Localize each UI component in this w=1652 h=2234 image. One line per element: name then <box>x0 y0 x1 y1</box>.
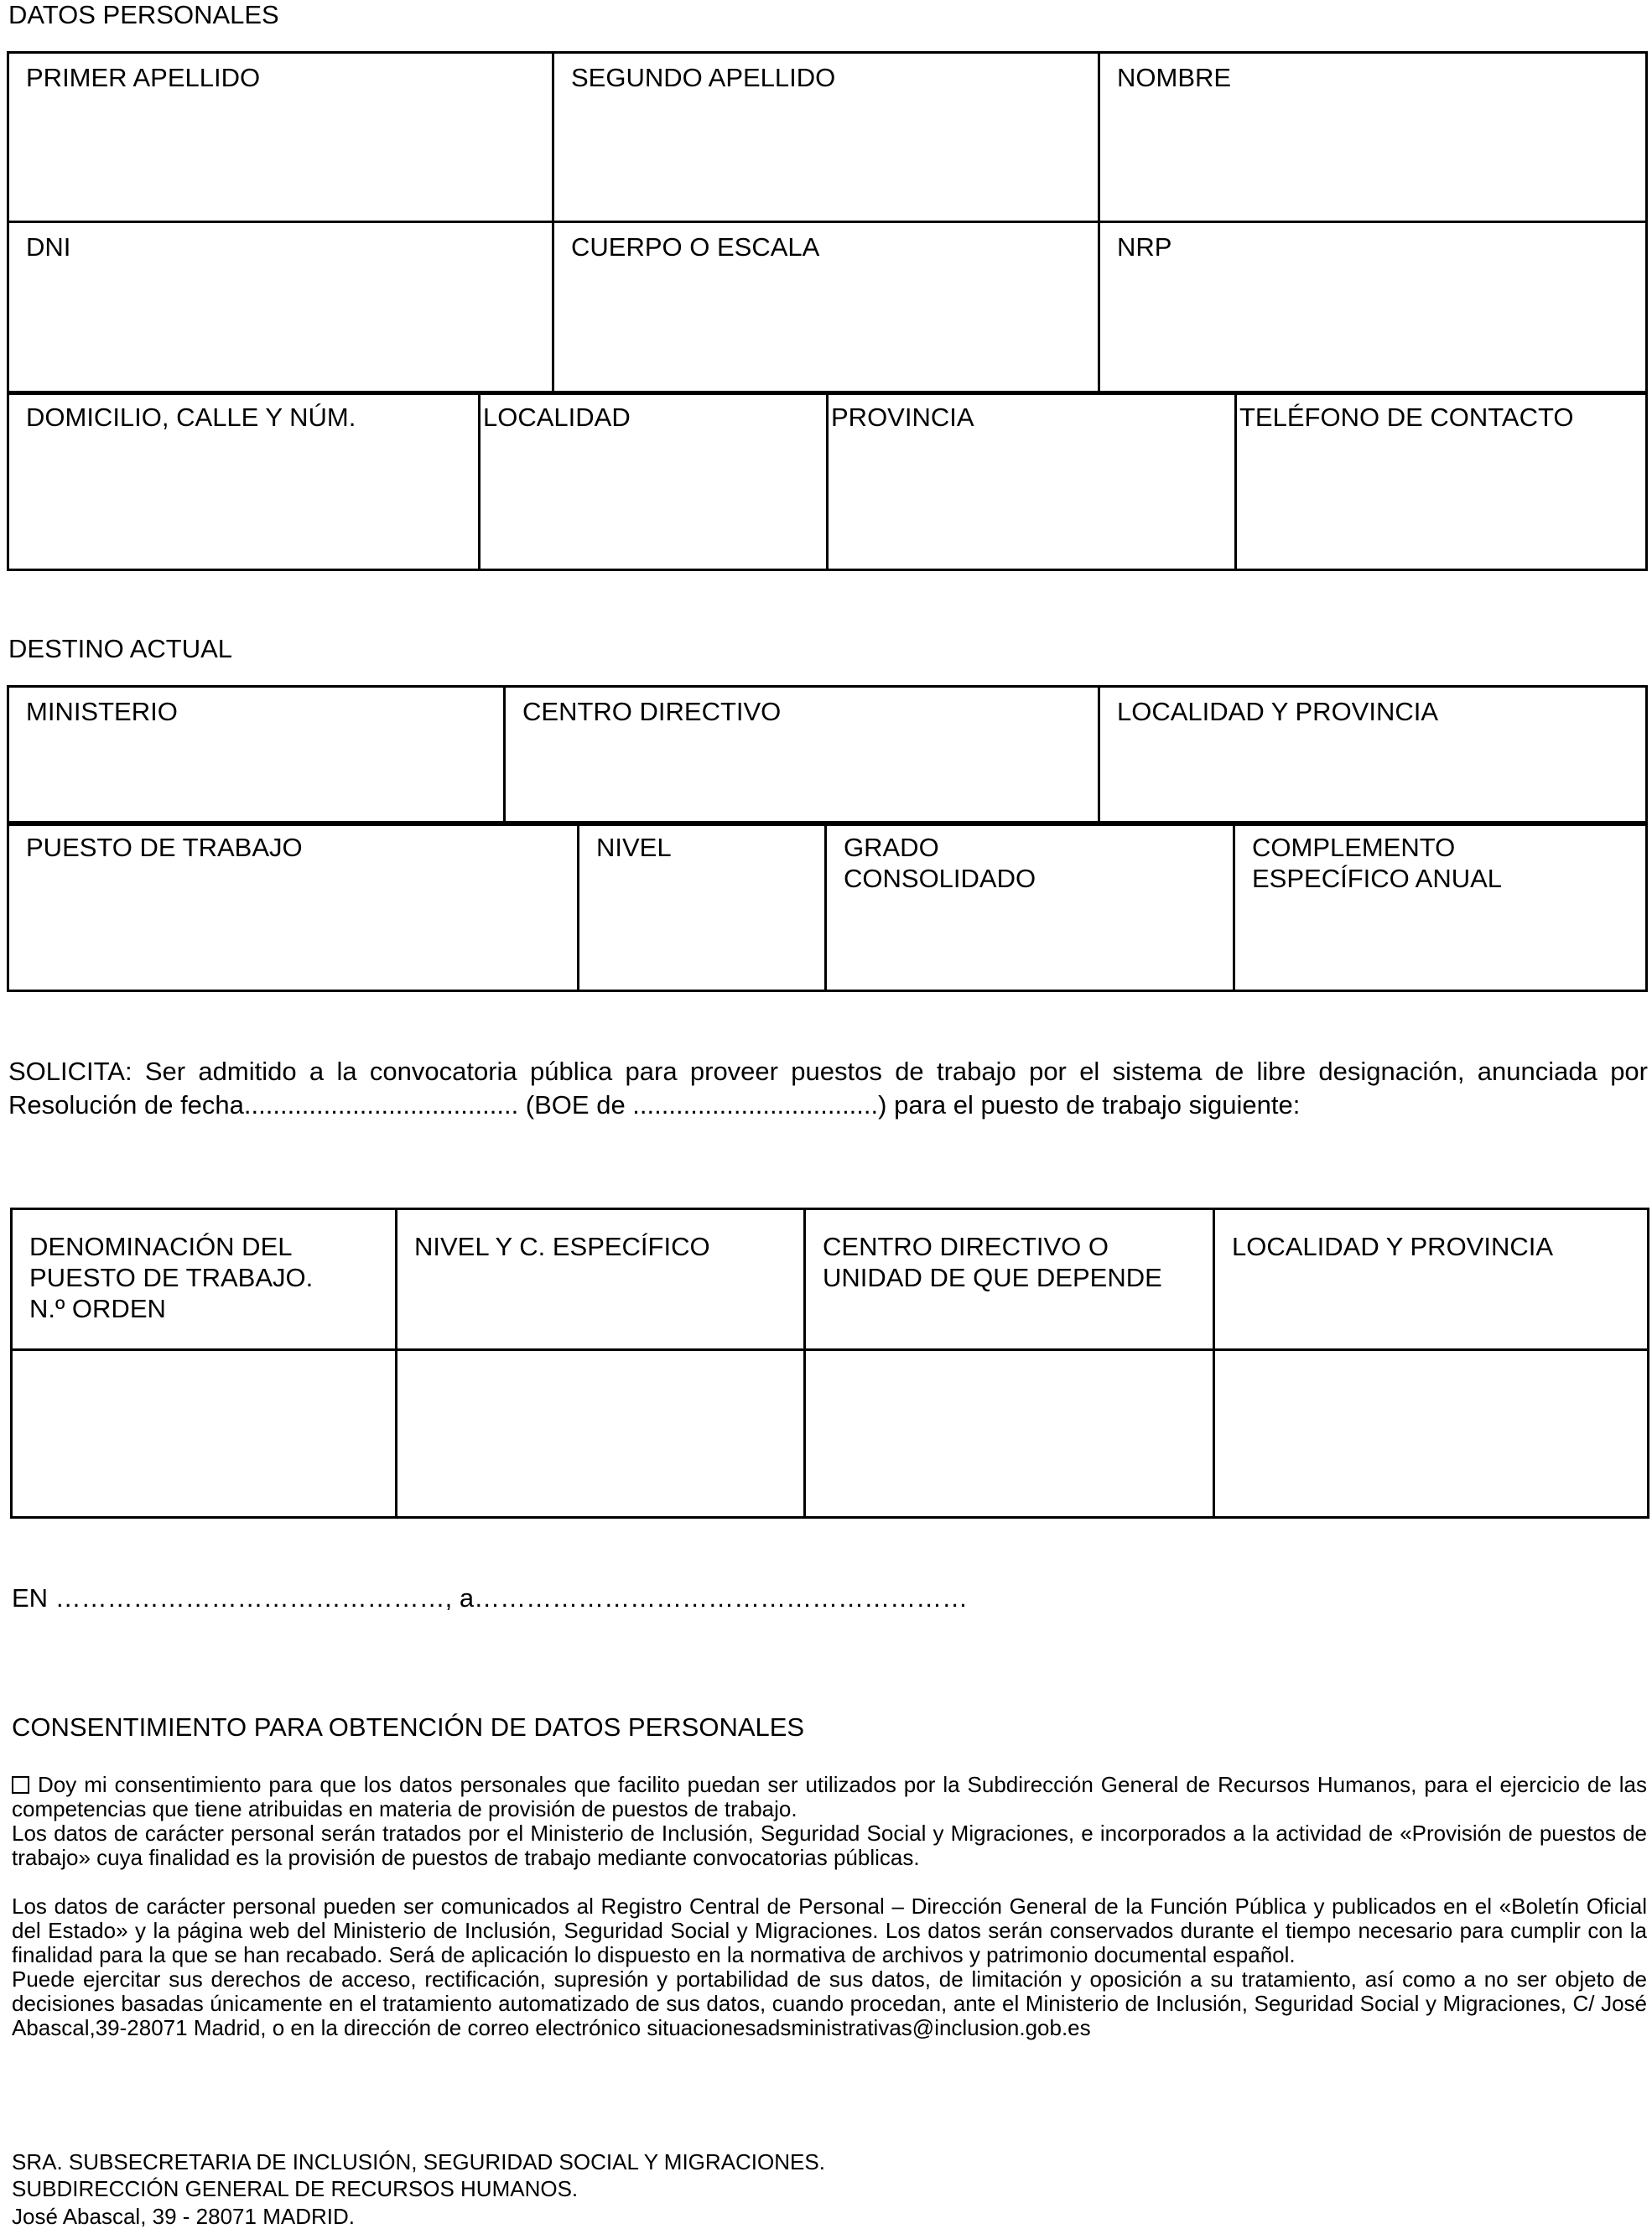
grado-label-line1: GRADO <box>844 833 939 862</box>
domicilio-label: DOMICILIO, CALLE Y NÚM. <box>26 403 356 432</box>
nombre-field[interactable] <box>1099 53 1647 222</box>
centro-unidad-input-cell[interactable] <box>805 1350 1214 1518</box>
primer-apellido-field[interactable] <box>8 53 553 222</box>
ministerio-label: MINISTERIO <box>26 697 178 726</box>
consent-checkbox-paragraph <box>12 1773 1647 1821</box>
address-line-3: José Abascal, 39 - 28071 MADRID. <box>12 2204 355 2229</box>
localidad-provincia-input-cell[interactable] <box>1214 1350 1649 1518</box>
telefono-field[interactable] <box>1236 392 1647 570</box>
localidad-provincia-header <box>1214 1209 1649 1350</box>
nivel-label: NIVEL <box>596 833 672 862</box>
denominacion-line1: DENOMINACIÓN DEL <box>29 1232 293 1261</box>
provincia-label: PROVINCIA <box>831 403 974 432</box>
consent-paragraph-3: Los datos de carácter personal pueden ser comunicados al Registro Central de Personal – Dirección General de la Función Pública y publicados en el «Boletín Oficial del Estado» y la página web del Ministerio de Inclusión, Seguridad Social y Migraciones. Los datos serán conservados durante el tiempo necesario para cumplir con la finalidad para la que se han recabado. Será de aplicación lo dispuesto en la normativa de archivos y patrimonio documental español. <box>12 1894 1647 1967</box>
telefono-label: TELÉFONO DE CONTACTO <box>1239 403 1574 432</box>
consentimiento-body <box>12 1773 1647 2040</box>
address-line-1: SRA. SUBSECRETARIA DE INCLUSIÓN, SEGURIDAD SOCIAL Y MIGRACIONES. <box>12 2149 825 2174</box>
nivel-field[interactable] <box>579 823 826 991</box>
destino-row2 <box>7 821 1648 992</box>
dni-label: DNI <box>26 232 71 262</box>
datos-personales-row3 <box>7 391 1648 571</box>
grado-label-line2: CONSOLIDADO <box>844 864 1036 893</box>
domicilio-field[interactable] <box>8 392 480 570</box>
address-line-2: SUBDIRECCIÓN GENERAL DE RECURSOS HUMANOS. <box>12 2176 579 2201</box>
destino-actual-heading: DESTINO ACTUAL <box>8 634 232 663</box>
consentimiento-heading: CONSENTIMIENTO PARA OBTENCIÓN DE DATOS PERSONALES <box>12 1712 805 1742</box>
denominacion-line2: PUESTO DE TRABAJO. <box>29 1263 314 1292</box>
consent-paragraph-2: Los datos de carácter personal serán tratados por el Ministerio de Inclusión, Seguridad Social y Migraciones, e incorporados a la actividad de «Provisión de puestos de trabajo» cuya finalidad es la provisión de puestos de trabajo mediante convocatorias públicas. <box>12 1821 1647 1870</box>
nrp-label: NRP <box>1117 232 1172 262</box>
lugar-fecha-line[interactable]: EN ………………………………………, a………………………………………………… <box>12 1583 969 1613</box>
centro-directivo-label: CENTRO DIRECTIVO <box>522 697 782 726</box>
consent-checkbox-text: Doy mi consentimiento para que los datos personales que facilito puedan ser utilizados por la Subdirección General de Recursos Humanos, para el ejercicio de las competencias que tiene atribuidas en materia de provisión de puestos de trabajo. <box>12 1772 1647 1821</box>
dni-field[interactable] <box>8 222 553 394</box>
puesto-trabajo-label: PUESTO DE TRABAJO <box>26 833 303 862</box>
localidad-provincia-label: LOCALIDAD Y PROVINCIA <box>1117 697 1439 726</box>
localidad-field[interactable] <box>480 392 828 570</box>
destino-row1 <box>7 685 1648 826</box>
denominacion-header <box>12 1209 397 1350</box>
complemento-label-line1: COMPLEMENTO <box>1252 833 1456 862</box>
centro-unidad-line1: CENTRO DIRECTIVO O <box>823 1232 1109 1261</box>
localidad-label: LOCALIDAD <box>483 403 631 432</box>
nivel-especifico-header <box>397 1209 805 1350</box>
complemento-especifico-field[interactable] <box>1234 823 1647 991</box>
complemento-label-line2: ESPECÍFICO ANUAL <box>1252 864 1503 893</box>
datos-personales-row1 <box>7 51 1648 395</box>
segundo-apellido-label: SEGUNDO APELLIDO <box>571 63 836 92</box>
nombre-label: NOMBRE <box>1117 63 1232 92</box>
nrp-field[interactable] <box>1099 222 1647 394</box>
denominacion-input-cell[interactable] <box>12 1350 397 1518</box>
puesto-trabajo-field[interactable] <box>8 823 579 991</box>
cuerpo-escala-label: CUERPO O ESCALA <box>571 232 820 262</box>
denominacion-line3: N.º ORDEN <box>29 1294 166 1323</box>
solicita-paragraph: SOLICITA: Ser admitido a la convocatoria pública para proveer puestos de trabajo por el sistema de libre designación, anunciada por Resolución de fecha...................................... (BOE de ..................................) para el puesto de trabajo siguiente: <box>8 1057 1648 1120</box>
provincia-field[interactable] <box>828 392 1236 570</box>
centro-directivo-field[interactable] <box>505 687 1099 825</box>
localidad-provincia-col-label: LOCALIDAD Y PROVINCIA <box>1232 1232 1554 1261</box>
centro-unidad-header <box>805 1209 1214 1350</box>
nivel-especifico-label: NIVEL Y C. ESPECÍFICO <box>414 1232 710 1261</box>
datos-personales-heading: DATOS PERSONALES <box>8 0 279 29</box>
ministerio-field[interactable] <box>8 687 505 825</box>
primer-apellido-label: PRIMER APELLIDO <box>26 63 261 92</box>
consent-checkbox[interactable] <box>12 1776 29 1794</box>
localidad-provincia-field[interactable] <box>1099 687 1647 825</box>
consent-paragraph-4: Puede ejercitar sus derechos de acceso, rectificación, supresión y portabilidad de sus datos, de limitación y oposición a su tratamiento, así como a no ser objeto de decisiones basadas únicamente en el tratamiento automatizado de sus datos, cuando procedan, ante el Ministerio de Inclusión, Seguridad Social y Migraciones, C/ José Abascal,39-28071 Madrid, o en la dirección de correo electrónico situacionesadsministrativas@inclusion.gob.es <box>12 1966 1647 2040</box>
grado-consolidado-field[interactable] <box>826 823 1234 991</box>
nivel-especifico-input-cell[interactable] <box>397 1350 805 1518</box>
segundo-apellido-field[interactable] <box>553 53 1099 222</box>
centro-unidad-line2: UNIDAD DE QUE DEPENDE <box>823 1263 1162 1292</box>
cuerpo-escala-field[interactable] <box>553 222 1099 394</box>
puesto-solicitado-table <box>10 1208 1649 1519</box>
